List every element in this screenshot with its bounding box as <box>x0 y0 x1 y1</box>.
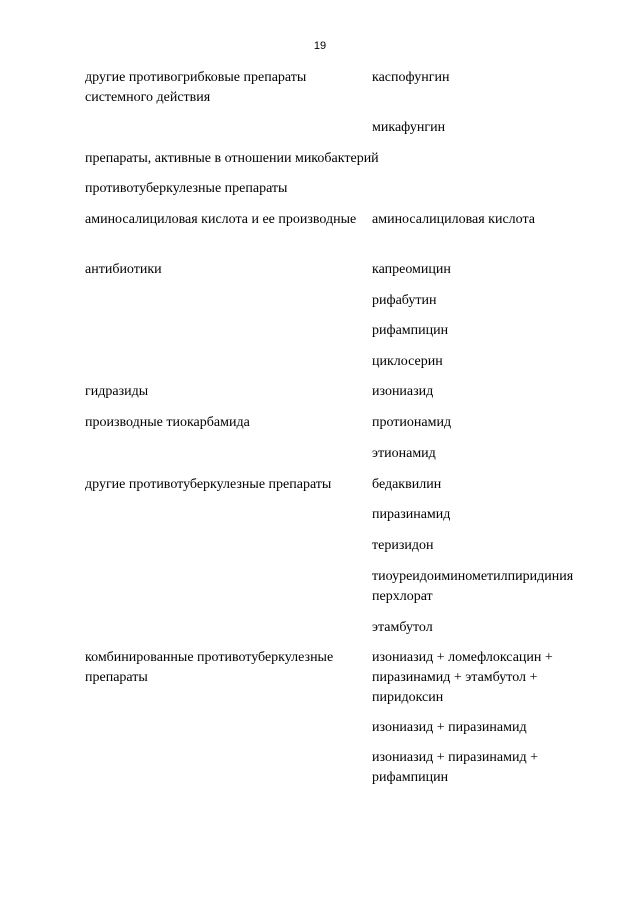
section-heading-text: противотуберкулезные препараты <box>85 181 288 196</box>
drug-name: изониазид + ломефлоксацин + пиразинамид + этамбутол + пиридоксин <box>372 650 553 705</box>
group-label: аминосалициловая кислота и ее производные <box>85 212 357 227</box>
drug-name: изониазид + пиразинамид <box>372 720 527 735</box>
group-label: другие противогрибковые препараты системного действия <box>85 70 307 105</box>
drug-name: каспофунгин <box>372 70 450 85</box>
drug-name: теризидон <box>372 538 434 553</box>
drug-name: рифампицин <box>372 323 449 338</box>
drug-name: этионамид <box>372 446 436 461</box>
drug-name: пиразинамид <box>372 507 451 522</box>
group-label: антибиотики <box>85 262 162 277</box>
drug-name: циклосерин <box>372 354 443 369</box>
drug-name: изониазид + пиразинамид + рифампицин <box>372 750 538 785</box>
group-label: гидразиды <box>85 384 149 399</box>
page-number: 19 <box>313 40 327 52</box>
drug-name: капреомицин <box>372 262 451 277</box>
drug-name: микафунгин <box>372 120 446 135</box>
drug-name: бедаквилин <box>372 477 442 492</box>
drug-name: этамбутол <box>372 620 433 635</box>
section-heading-text: препараты, активные в отношении микобактерий <box>85 151 379 166</box>
group-label: комбинированные противотуберкулезные препараты <box>85 650 334 685</box>
drug-name: аминосалициловая кислота <box>372 212 535 227</box>
group-label: производные тиокарбамида <box>85 415 250 430</box>
drug-name: изониазид <box>372 384 434 399</box>
drug-name: протионамид <box>372 415 452 430</box>
drug-name: тиоуреидоиминометилпиридиния перхлорат <box>372 569 574 604</box>
group-label: другие противотуберкулезные препараты <box>85 477 332 492</box>
drug-name: рифабутин <box>372 293 437 308</box>
